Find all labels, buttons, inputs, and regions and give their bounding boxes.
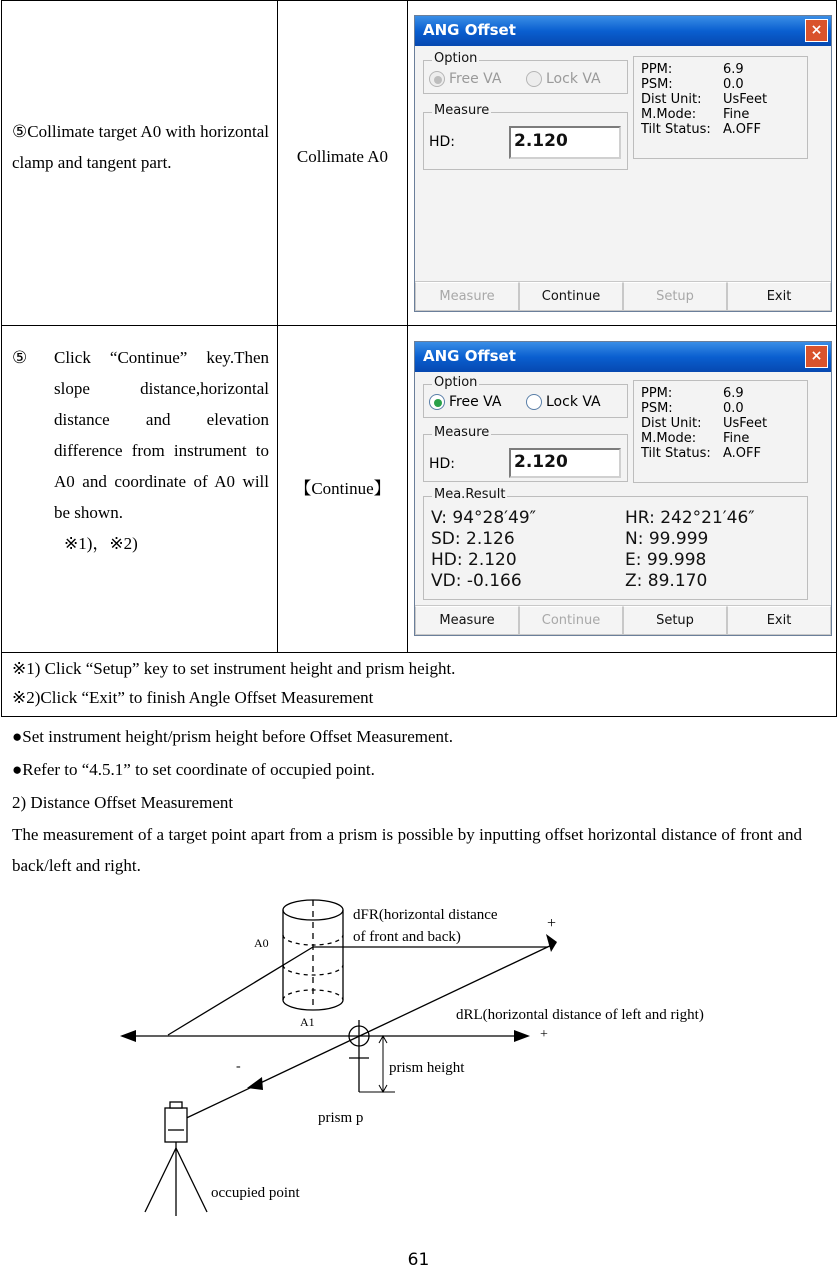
a0-label: A0 — [254, 936, 269, 950]
operation-cell-2 — [278, 326, 408, 653]
radio-icon — [526, 394, 542, 410]
occupied-point-label: occupied point — [211, 1185, 300, 1201]
step-text-2-body — [54, 342, 269, 559]
free-va-radio[interactable] — [429, 393, 501, 411]
button-bar — [415, 281, 831, 311]
result-row — [431, 529, 755, 550]
continue-button[interactable]: Continue — [519, 282, 623, 311]
measurement-results — [431, 508, 755, 592]
status-value: Fine — [723, 431, 750, 446]
result-left: V: 94°28′49″ — [431, 508, 536, 528]
bullet-instrument-height: ●Set instrument height/prism height before Offset Measurement. — [12, 727, 453, 746]
plus-top: + — [547, 915, 557, 932]
front-back-line — [168, 947, 313, 1035]
status-key: Dist Unit: — [641, 416, 702, 431]
section-paragraph: The measurement of a target point apart from a prism is possible by inputting offset horizontal distance of front and back/left and right. — [12, 825, 802, 875]
status-key: PSM: — [641, 77, 673, 92]
button-bar — [415, 605, 831, 635]
status-value: UsFeet — [723, 92, 768, 107]
result-row — [431, 571, 755, 592]
total-station-icon — [145, 1102, 207, 1216]
result-right: N: 99.999 — [625, 529, 709, 549]
status-row — [641, 92, 767, 107]
option-group-label: Option — [434, 51, 478, 66]
distance-offset-diagram — [0, 890, 837, 1240]
prism-height-label: prism height — [389, 1060, 465, 1076]
result-group-label: Mea.Result — [434, 487, 506, 502]
free-va-radio[interactable] — [429, 70, 501, 88]
status-row — [641, 446, 767, 461]
step-text-2-wrap — [2, 326, 277, 559]
status-row — [641, 77, 767, 92]
hd-input[interactable]: 2.120 — [509, 448, 621, 478]
operation-cell-1 — [278, 1, 408, 326]
step-text-2: Click “Continue” key.Then slope distance,horizontal distance and elevation difference from instrument to A0 and coordinate of A0 will be shown. — [54, 348, 269, 522]
result-left: VD: -0.166 — [431, 571, 522, 591]
status-key: PPM: — [641, 386, 673, 401]
lock-va-label: Lock VA — [546, 71, 601, 87]
sight-line — [178, 943, 556, 1122]
right-arrow-icon — [514, 1030, 530, 1042]
result-right: Z: 89.170 — [625, 571, 708, 591]
status-row — [641, 386, 767, 401]
measure-button[interactable]: Measure — [415, 282, 519, 311]
result-left: HD: 2.120 — [431, 550, 517, 570]
measure-button[interactable]: Measure — [415, 606, 519, 635]
lock-va-radio[interactable] — [526, 70, 601, 88]
close-icon[interactable]: × — [805, 19, 828, 42]
step-text-1: ⑤Collimate target A0 with horizontal clamp and tangent part. — [12, 122, 269, 172]
hd-label: HD: — [429, 456, 456, 472]
radio-icon — [526, 71, 542, 87]
status-row — [641, 122, 767, 137]
bullet-occupied-point: ●Refer to “4.5.1” to set coordinate of occupied point. — [12, 760, 375, 779]
option-group-label: Option — [434, 375, 478, 390]
status-key: M.Mode: — [641, 431, 697, 446]
step-cell-1 — [2, 1, 278, 326]
status-info — [641, 386, 767, 461]
lock-va-radio[interactable] — [526, 393, 601, 411]
continue-button[interactable]: Continue — [519, 606, 623, 635]
step-number: ⑤ — [12, 348, 28, 367]
status-key: Tilt Status: — [641, 122, 711, 137]
minus-label: - — [236, 1059, 241, 1074]
operation-text-1: Collimate A0 — [296, 147, 389, 166]
result-right: E: 99.998 — [625, 550, 707, 570]
dialog-body — [415, 372, 831, 635]
status-value: 6.9 — [723, 386, 744, 401]
radio-icon — [429, 71, 445, 87]
status-value: A.OFF — [723, 446, 761, 461]
measure-group-label: Measure — [434, 103, 490, 118]
target-cylinder — [283, 900, 343, 1010]
status-key: Tilt Status: — [641, 446, 711, 461]
dialog-title: ANG Offset — [423, 347, 516, 365]
status-row — [641, 107, 767, 122]
status-row — [641, 431, 767, 446]
dialog-title-bar — [415, 16, 831, 46]
status-value: Fine — [723, 107, 750, 122]
free-va-label: Free VA — [449, 71, 502, 87]
dfr-label-2: of front and back) — [353, 929, 461, 945]
ang-offset-dialog-1 — [414, 15, 832, 312]
dfr-label-1: dFR(horizontal distance — [353, 907, 498, 923]
step-refs: ※1)，※2) — [64, 534, 138, 553]
status-row — [641, 416, 767, 431]
dialog-title: ANG Offset — [423, 21, 516, 39]
hd-label: HD: — [429, 134, 456, 150]
result-right: HR: 242°21′46″ — [625, 508, 755, 528]
status-value: 0.0 — [723, 401, 744, 416]
result-left: SD: 2.126 — [431, 529, 515, 549]
status-row — [641, 62, 767, 77]
section-heading: 2) Distance Offset Measurement — [12, 793, 234, 812]
status-key: PSM: — [641, 401, 673, 416]
status-key: PPM: — [641, 62, 673, 77]
status-info — [641, 62, 767, 137]
front-arrow-icon — [546, 934, 557, 952]
status-value: A.OFF — [723, 122, 761, 137]
operation-text-2: 【Continue】 — [294, 479, 391, 498]
setup-button[interactable]: Setup — [623, 606, 727, 635]
a1-label: A1 — [300, 1015, 315, 1029]
status-value: 6.9 — [723, 62, 744, 77]
display-cell-1 — [408, 1, 837, 326]
status-value: 0.0 — [723, 77, 744, 92]
step-cell-2 — [2, 326, 278, 653]
note-2: ※2)Click “Exit” to finish Angle Offset Measurement — [12, 688, 374, 707]
back-arrow-icon — [247, 1077, 263, 1090]
ang-offset-dialog-2 — [414, 341, 832, 636]
setup-button[interactable]: Setup — [623, 282, 727, 311]
close-icon[interactable]: × — [805, 345, 828, 368]
page-number: 61 — [407, 1250, 430, 1270]
status-key: Dist Unit: — [641, 92, 702, 107]
dialog-title-bar — [415, 342, 831, 372]
notes-cell — [2, 653, 837, 717]
lock-va-label: Lock VA — [546, 394, 601, 410]
result-row — [431, 550, 755, 571]
plus-right: + — [540, 1027, 548, 1042]
status-value: UsFeet — [723, 416, 768, 431]
status-key: M.Mode: — [641, 107, 697, 122]
prism-p-label: prism p — [318, 1110, 364, 1126]
drl-label: dRL(horizontal distance of left and right) — [456, 1007, 704, 1023]
status-row — [641, 401, 767, 416]
measure-group-label: Measure — [434, 425, 490, 440]
display-cell-2 — [408, 326, 837, 653]
left-arrow-icon — [120, 1030, 136, 1042]
exit-button[interactable]: Exit — [727, 282, 831, 311]
note-1: ※1) Click “Setup” key to set instrument height and prism height. — [12, 659, 456, 678]
exit-button[interactable]: Exit — [727, 606, 831, 635]
dialog-body — [415, 46, 831, 311]
radio-icon — [429, 394, 445, 410]
result-row — [431, 508, 755, 529]
procedure-table — [1, 0, 837, 717]
free-va-label: Free VA — [449, 394, 502, 410]
hd-input[interactable]: 2.120 — [509, 126, 621, 159]
